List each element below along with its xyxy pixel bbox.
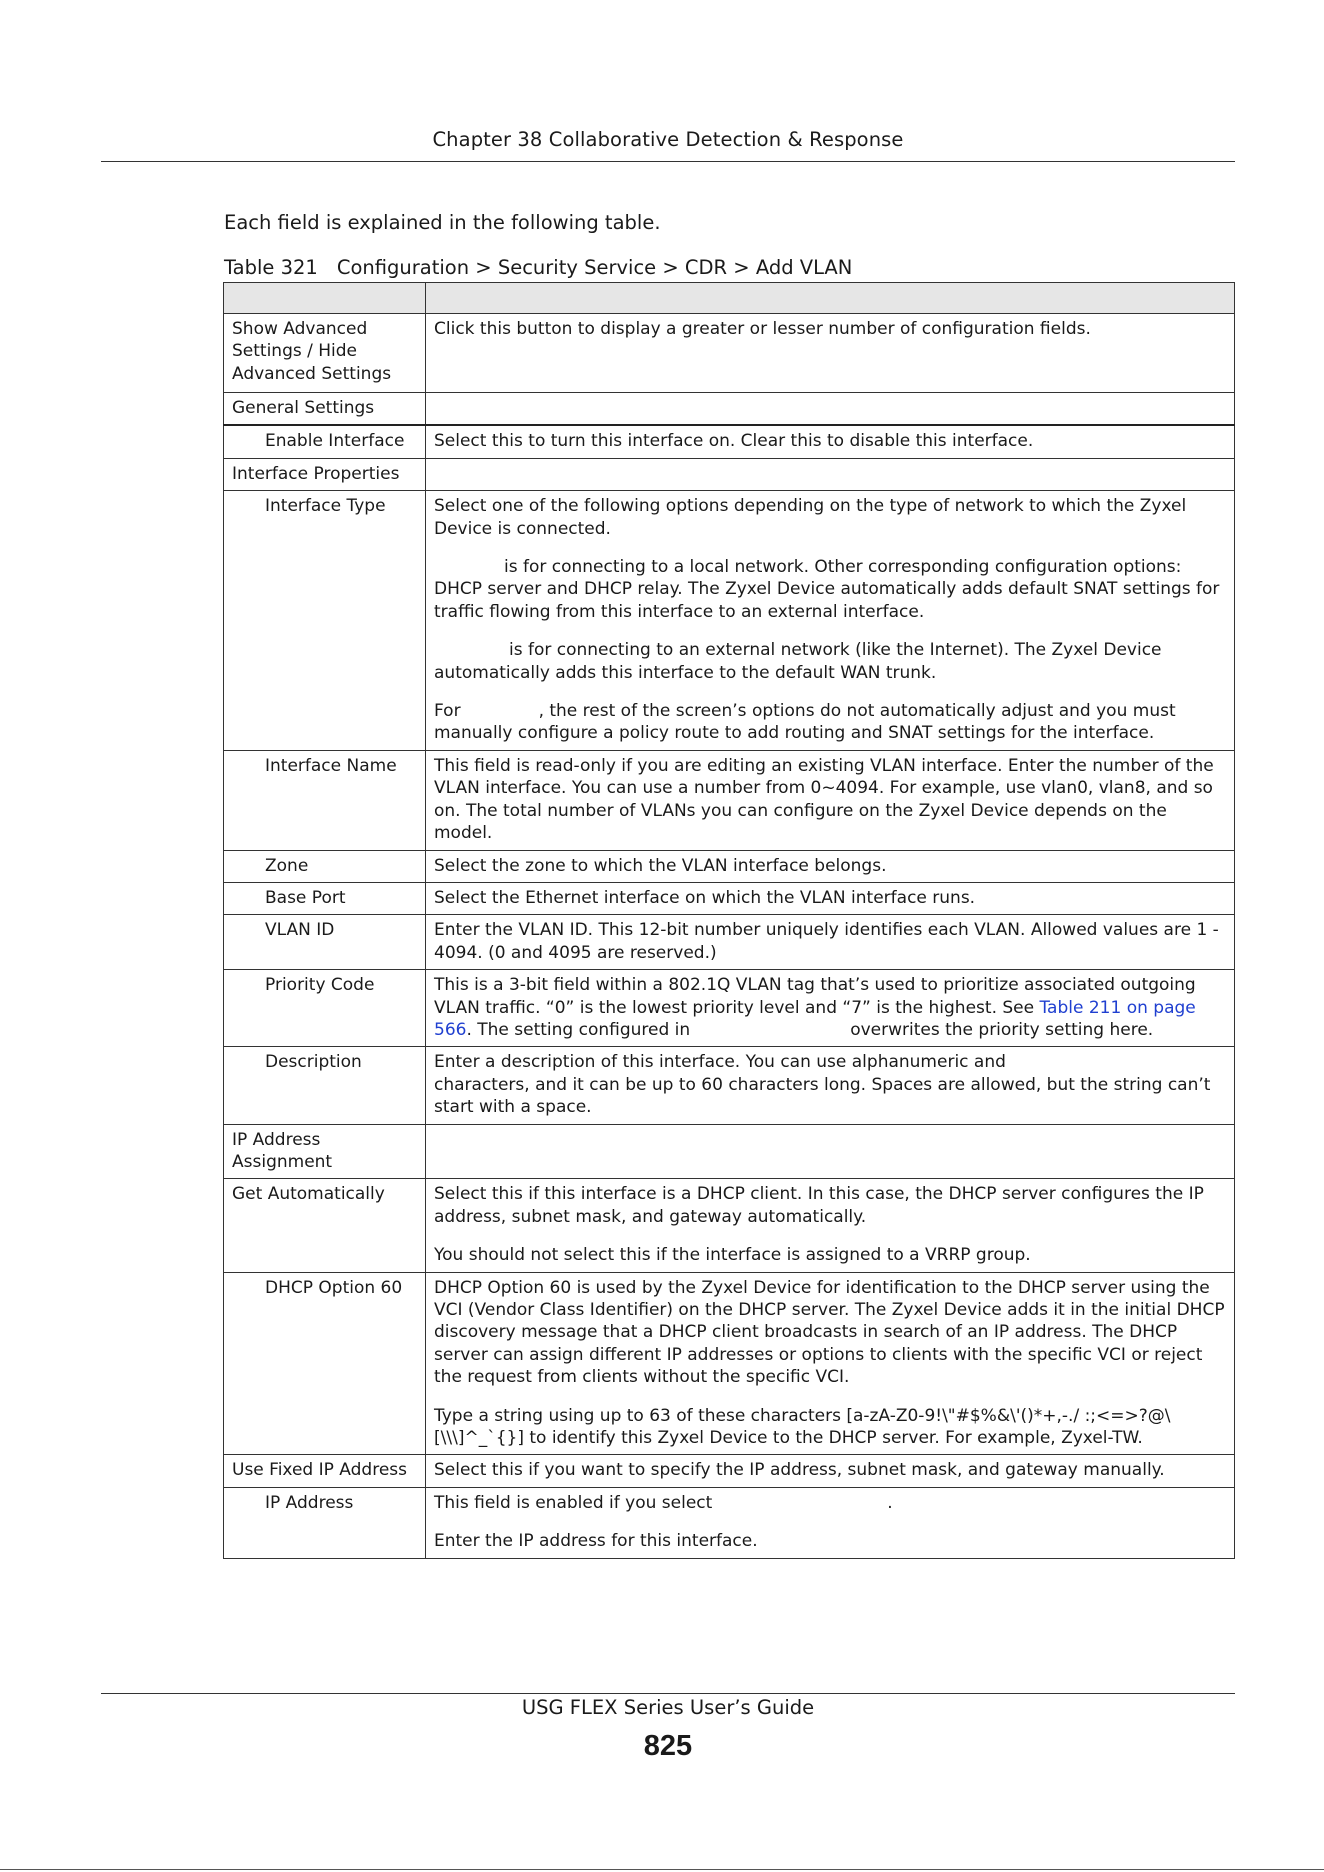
field-description (426, 1487, 1235, 1558)
table-row (224, 882, 1235, 914)
table-row (224, 1487, 1235, 1558)
description-paragraph: Type a string using up to 63 of these characters [a-zA-Z0-9!\"#$%&\'()*+,-./ :;<=>?@\[\\\]^_`{}] to identify this Zyxel Device to the DHCP server. For example, Zyxel-TW. (434, 1405, 1171, 1449)
description-paragraph: This field is enabled if you select . (434, 1492, 893, 1513)
table-row (224, 970, 1235, 1047)
field-description: Select the zone to which the VLAN interface belongs. (426, 850, 1235, 882)
footer-divider (101, 1693, 1235, 1694)
header-cell-description (426, 283, 1235, 314)
table-caption (224, 256, 852, 279)
description-paragraph: Enter the IP address for this interface. (434, 1531, 758, 1552)
table-row (224, 750, 1235, 850)
field-label: DHCP Option 60 (224, 1272, 426, 1455)
header-cell-label (224, 283, 426, 314)
table-row (224, 1047, 1235, 1124)
field-label: Interface Name (224, 750, 426, 850)
table-row (224, 915, 1235, 970)
table-row (224, 1124, 1235, 1179)
description-paragraph: You should not select this if the interface is assigned to a VRRP group. (434, 1245, 1031, 1266)
field-description: This is a 3-bit field within a 802.1Q VLAN tag that’s used to prioritize associated outgoing VLAN traffic. “0” is the lowest priority level and “7” is the highest. See Table 211 on page 566. The setting configured in overwrites the priority setting here. (426, 970, 1235, 1047)
field-label: Description (224, 1047, 426, 1124)
field-label: Show Advanced Settings / Hide Advanced Settings (224, 314, 426, 393)
table-row (224, 491, 1235, 751)
chapter-header: Chapter 38 Collaborative Detection & Response (432, 128, 904, 151)
description-paragraph: is for connecting to a local network. Other corresponding configuration options: DHCP server and DHCP relay. The Zyxel Device automatically adds default SNAT settings for traffic flowing from this interface to an external interface. (434, 557, 1220, 622)
intro-text: Each field is explained in the following table. (224, 211, 661, 234)
field-description: Enter the VLAN ID. This 12-bit number uniquely identifies each VLAN. Allowed values are 1 - 4094. (0 and 4095 are reserved.) (426, 915, 1235, 970)
field-label: IP Address (224, 1487, 426, 1558)
table-row (224, 458, 1235, 490)
description-paragraph: is for connecting to an external network (like the Internet). The Zyxel Device automatically adds this interface to the default WAN trunk. (434, 640, 1162, 683)
field-label: Base Port (224, 882, 426, 914)
field-description: Select the Ethernet interface on which the VLAN interface runs. (426, 882, 1235, 914)
field-table (223, 282, 1235, 1559)
field-description (426, 1179, 1235, 1272)
field-description (426, 1272, 1235, 1455)
table-row (224, 425, 1235, 458)
field-label: Priority Code (224, 970, 426, 1047)
description-paragraph: For , the rest of the screen’s options do not automatically adjust and you must manually configure a policy route to add routing and SNAT settings for the interface. (434, 701, 1176, 744)
table-number: Table 321 (224, 256, 318, 279)
section-empty-cell (426, 393, 1235, 426)
field-description: Select this to turn this interface on. Clear this to disable this interface. (426, 425, 1235, 458)
description-paragraph: Select this if this interface is a DHCP client. In this case, the DHCP server configures the IP address, subnet mask, and gateway automatically. (434, 1184, 1204, 1227)
table-row (224, 1179, 1235, 1272)
section-label: Interface Properties (224, 458, 426, 490)
table-header-row (224, 283, 1235, 314)
table-row (224, 314, 1235, 393)
field-label: Zone (224, 850, 426, 882)
table-title: Configuration > Security Service > CDR > Add VLAN (336, 256, 853, 279)
section-label: IP Address Assignment (224, 1124, 426, 1179)
field-label: VLAN ID (224, 915, 426, 970)
field-description: Enter a description of this interface. You can use alphanumeric and characters, and it can be up to 60 characters long. Spaces are allowed, but the string can’t start with a space. (426, 1047, 1235, 1124)
table-row (224, 393, 1235, 426)
field-description: This field is read-only if you are editing an existing VLAN interface. Enter the number of the VLAN interface. You can use a number from 0~4094. For example, use vlan0, vlan8, and so on. The total number of VLANs you can configure on the Zyxel Device depends on the model. (426, 750, 1235, 850)
section-label: General Settings (224, 393, 426, 426)
page-number: 825 (643, 1730, 693, 1762)
table-link[interactable]: Table 211 on page 566 (434, 997, 1196, 1040)
header-divider (101, 161, 1235, 162)
field-description: Click this button to display a greater or lesser number of configuration fields. (426, 314, 1235, 393)
field-label: Interface Type (224, 491, 426, 751)
field-label: Enable Interface (224, 425, 426, 458)
table-row (224, 850, 1235, 882)
field-description (426, 491, 1235, 751)
table-row (224, 1455, 1235, 1487)
section-empty-cell (426, 458, 1235, 490)
description-paragraph: Select one of the following options depending on the type of network to which the Zyxel Device is connected. (434, 496, 1187, 539)
section-empty-cell (426, 1124, 1235, 1179)
field-label: Get Automatically (224, 1179, 426, 1272)
field-label: Use Fixed IP Address (224, 1455, 426, 1487)
description-paragraph: DHCP Option 60 is used by the Zyxel Device for identification to the DHCP server using the VCI (Vendor Class Identifier) on the DHCP server. The Zyxel Device adds it in the initial DHCP discovery message that a DHCP client broadcasts in search of an IP address. The DHCP server can assign different IP addresses or options to clients with the specific VCI or reject the request from clients without the specific VCI. (434, 1277, 1225, 1388)
table-row (224, 1272, 1235, 1455)
footer-title: USG FLEX Series User’s Guide (521, 1696, 815, 1719)
page-bottom-line (0, 1869, 1324, 1870)
field-description: Select this if you want to specify the IP address, subnet mask, and gateway manually. (426, 1455, 1235, 1487)
